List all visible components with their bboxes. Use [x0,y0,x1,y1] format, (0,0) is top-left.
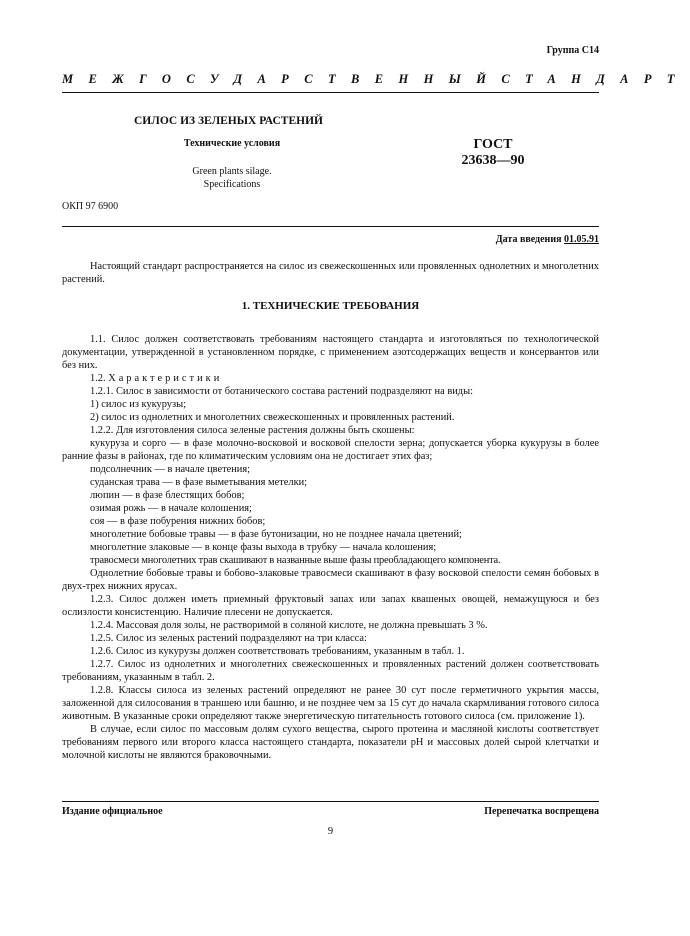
section-title: 1. ТЕХНИЧЕСКИЕ ТРЕБОВАНИЯ [241,300,420,312]
paragraph: 1.2.4. Массовая доля золы, не растворимой в соляной кислоте, не должна превышать 3 %. [90,620,488,631]
footer-rule [62,801,599,802]
english-title-line1: Green plants silage. [192,166,272,177]
banner-word-standard: СТАНДАРТ [501,72,690,86]
paragraph: 1.2.1. Силос в зависимости от ботанического состава растений подразделяют на виды: [90,386,473,397]
list-item: соя — в фазе побурения нижних бобов; [90,516,266,527]
banner [62,72,690,87]
gost-label: ГОСТ [473,137,513,152]
banner-word-interstate: МЕЖГОСУДАРСТВЕННЫЙ [62,72,502,86]
list-item: 2) силос из однолетних и многолетних свежескошенных и провяленных растений. [90,412,455,423]
main-text [62,333,599,762]
english-title-line2: Specifications [203,179,261,190]
document-title: СИЛОС ИЗ ЗЕЛЕНЫХ РАСТЕНИЙ [134,115,323,127]
list-item: люпин — в фазе блестящих бобов; [90,490,245,501]
group-code: Группа С14 [546,45,599,56]
okp-code: ОКП 97 6900 [62,201,119,212]
list-item: суданская трава — в фазе выметывания метелки; [90,477,308,488]
paragraph: 1.2.2. Для изготовления силоса зеленые растения должны быть скошены: [90,425,415,436]
list-item: озимая рожь — в начале колошения; [90,503,252,514]
intro-paragraph [62,260,599,286]
header-bottom-rule [62,226,599,227]
characteristics-label: Характеристики [108,373,223,384]
list-item: многолетние злаковые — в конце фазы выхода в трубку — начала колошения; [90,542,437,553]
paragraph: 1.1. Силос должен соответствовать требованиям настоящего стандарта и изготовляться по технологической документации, утвержденной в установленном порядке, с применением азотсодержащих веществ и консервантов или без них. [62,334,599,371]
intro-date-value: 01.05.91 [564,234,599,245]
paragraph: Однолетние бобовые травы и бобово-злаковые травосмеси скашивают в фазу восковой спелости семян бобовых в двух-трех нижних ярусах. [62,568,599,592]
document-subtitle: Технические условия [183,138,281,149]
paragraph: В случае, если силос по массовым долям сухого вещества, сырого протеина и масляной кислоты соответствует требованиям первого или второго класса настоящего стандарта, показатели pH и массовых долей сырой клетчатки и молочной кислоты не являются браковочными. [62,724,599,761]
top-rule [62,92,599,93]
paragraph: 1.2.8. Классы силоса из зеленых растений определяют не ранее 30 сут после герметичного укрытия массы, заложенной для силосования в траншею или башню, и не позднее чем за 15 сут до начала скармливания готового силоса животным. В указанные сроки определяют также энергетическую питательность готового силоса (см. приложение 1). [62,685,599,722]
english-title [134,165,330,191]
characteristics-number: 1.2. [90,373,109,384]
paragraph: 1.2.3. Силос должен иметь приемный фруктовый запах или запах квашеных овощей, немажущуюся и без ослизлости консистенцию. Наличие плесени не допускается. [62,594,599,618]
intro-date-label: Дата введения [495,234,564,245]
page-number: 9 [327,826,334,837]
edition-note: Издание официальное [62,806,163,817]
list-item: кукуруза и сорго — в фазе молочно-восковой и восковой спелости зерна; допускается уборка кукурузы в более ранние фазы в районах, где по климатическим условиям она не достигает этих фаз; [62,438,599,462]
gost-code [438,137,548,169]
intro-text: Настоящий стандарт распространяется на силос из свежескошенных или провяленных однолетних и многолетних растений. [62,261,599,285]
gost-number: 23638—90 [461,153,525,168]
list-item: подсолнечник — в начале цветения; [90,464,251,475]
list-item: многолетние бобовые травы — в фазе бутонизации, но не позднее начала цветений; [90,529,462,540]
intro-date [496,234,599,245]
reprint-note: Перепечатка воспрещена [484,806,599,817]
list-item: 1) силос из кукурузы; [90,399,186,410]
list-item: травосмеси многолетних трав скашивают в названные выше фазы преобладающего компонента. [90,555,501,566]
characteristics-heading [62,372,599,385]
paragraph: 1.2.6. Силос из кукурузы должен соответствовать требованиям, указанным в табл. 1. [90,646,465,657]
paragraph: 1.2.7. Силос из однолетних и многолетних свежескошенных и провяленных растений должен соответствовать требованиям, указанным в табл. 2. [62,659,599,683]
paragraph: 1.2.5. Силос из зеленых растений подразделяют на три класса: [90,633,367,644]
